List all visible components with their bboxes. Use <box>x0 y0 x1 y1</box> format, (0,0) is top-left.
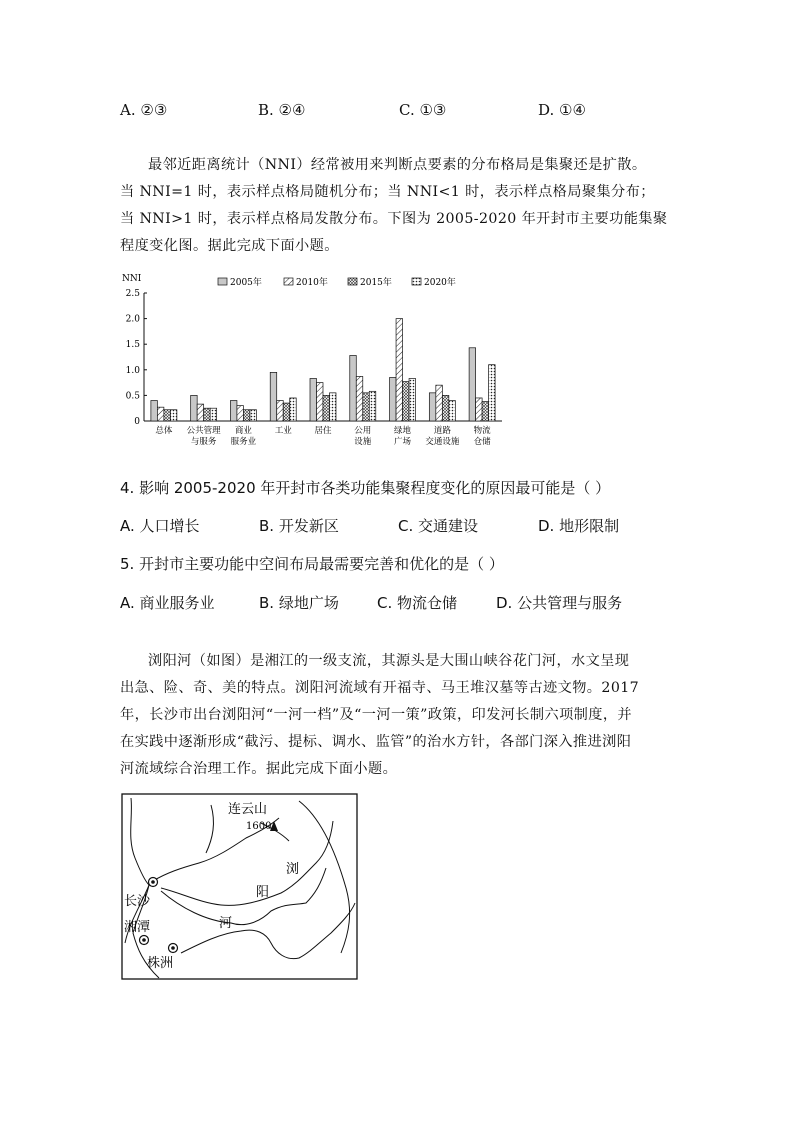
legend-swatch <box>284 278 293 285</box>
bar <box>429 393 436 421</box>
bar <box>164 410 171 421</box>
option-b[interactable]: B. ②④ <box>258 101 306 119</box>
y-tick-label: 2.5 <box>125 289 140 299</box>
passage1-line2: 当 NNI=1 时，表示样点格局随机分布；当 NNI<1 时，表示样点格局聚集分布； <box>120 184 655 200</box>
q4-option-c[interactable]: C. 交通建设 <box>398 517 479 535</box>
bar <box>151 401 158 421</box>
y-tick-label: 1.5 <box>125 340 140 351</box>
q5-option-b[interactable]: B. 绿地广场 <box>259 594 339 612</box>
bars <box>151 319 495 421</box>
bar <box>403 382 410 421</box>
passage-liuyang <box>120 648 680 783</box>
river-char-2: 阳 <box>256 885 270 900</box>
bar <box>482 402 489 421</box>
question-4: 4. 影响 2005-2020 年开封市各类功能集聚程度变化的原因最可能是（ ） <box>120 479 611 497</box>
bar <box>317 383 324 421</box>
legend-swatch <box>218 278 227 285</box>
bar <box>369 391 376 421</box>
bar <box>469 348 476 421</box>
bar <box>356 376 363 421</box>
x-tick-label: 物流 <box>473 426 491 436</box>
mountain-label: 连云山 <box>228 802 268 817</box>
y-tick-label: 0.5 <box>125 391 140 402</box>
q5-option-d[interactable]: D. 公共管理与服务 <box>496 594 623 612</box>
x-tick-label: 公共管理 <box>186 426 221 436</box>
chart-legend <box>218 276 456 288</box>
x-tick-label: 商业 <box>234 426 252 436</box>
zhuzhou-city-dot <box>171 946 175 950</box>
river-char-1: 浏 <box>286 862 300 877</box>
bar <box>277 401 284 421</box>
bar <box>250 410 257 421</box>
xiangtan-city-dot <box>142 938 146 942</box>
x-tick-label: 公用 <box>354 426 372 436</box>
x-tick-label: 设施 <box>354 437 372 447</box>
bar <box>290 398 297 421</box>
changsha-city-dot <box>151 880 155 884</box>
legend-label: 2005年 <box>230 278 262 288</box>
x-tick-label: 绿地 <box>394 426 412 436</box>
question-5: 5. 开封市主要功能中空间布局最需要完善和优化的是（ ） <box>120 555 504 573</box>
passage2-line5: 河流域综合治理工作。据此完成下面小题。 <box>120 761 398 777</box>
bar <box>210 408 217 421</box>
x-tick-label: 交通设施 <box>425 437 460 447</box>
legend-swatch <box>412 278 421 285</box>
bar <box>476 398 483 421</box>
x-tick-label: 总体 <box>155 426 173 436</box>
y-tick-label: 1.0 <box>125 365 140 376</box>
passage2-line3: 年，长沙市出台浏阳河“一河一档”及“一河一策”政策，印发河长制六项制度，并 <box>120 707 633 723</box>
y-tick-label: 0 <box>134 417 140 427</box>
passage2-line2: 出急、险、奇、美的特点。浏阳河流域有开福寺、马王堆汉墓等古迹文物。2017 <box>120 680 640 696</box>
x-tick-label: 广场 <box>394 437 412 447</box>
x-tick-label: 仓储 <box>473 437 491 447</box>
bar <box>323 395 330 421</box>
x-tick-label: 与服务 <box>190 437 217 447</box>
bar <box>243 410 250 421</box>
passage1-line1: 最邻近距离统计（NNI）经常被用来判断点要素的分布格局是集聚还是扩散。 <box>148 157 647 173</box>
bar <box>330 393 337 421</box>
option-a[interactable]: A. ②③ <box>120 101 168 119</box>
bar <box>230 401 237 421</box>
passage1-line4: 程度变化图。据此完成下面小题。 <box>120 238 339 254</box>
map-frame <box>122 794 357 979</box>
y-axis-label: NNI <box>122 274 142 284</box>
x-tick-label: 道路 <box>433 426 451 436</box>
bar <box>363 393 370 421</box>
legend-label: 2020年 <box>424 278 456 288</box>
river-char-3: 河 <box>219 916 233 931</box>
x-axis-labels <box>155 425 491 447</box>
legend-label: 2015年 <box>360 278 392 288</box>
city-changsha: 长沙 <box>124 894 151 909</box>
bar <box>197 404 204 421</box>
bar <box>449 401 456 421</box>
bar <box>204 408 211 421</box>
bar <box>489 365 496 421</box>
bar <box>442 395 449 421</box>
x-tick-label: 服务业 <box>230 437 257 447</box>
q4-option-b[interactable]: B. 开发新区 <box>259 517 339 535</box>
bar <box>283 403 290 421</box>
bar <box>270 372 277 421</box>
liuyang-river-map <box>121 793 359 981</box>
bar <box>310 379 317 421</box>
bar <box>436 385 443 421</box>
legend-swatch <box>348 278 357 285</box>
q5-option-a[interactable]: A. 商业服务业 <box>120 594 215 612</box>
q5-option-c[interactable]: C. 物流仓储 <box>377 594 458 612</box>
passage1-line3: 当 NNI>1 时，表示样点格局发散分布。下图为 2005-2020 年开封市主要功能集聚 <box>120 211 668 227</box>
bar <box>157 407 164 421</box>
q4-option-d[interactable]: D. 地形限制 <box>538 517 620 535</box>
legend-label: 2010年 <box>296 278 328 288</box>
city-xiangtan: 湘潭 <box>124 920 151 935</box>
x-tick-label: 居住 <box>314 426 332 436</box>
bar <box>396 319 403 421</box>
q4-option-a[interactable]: A. 人口增长 <box>120 517 200 535</box>
bar <box>350 355 357 421</box>
passage2-line4: 在实践中逐渐形成“截污、提标、调水、监管”的治水方针，各部门深入推进浏阳 <box>120 734 632 750</box>
option-d[interactable]: D. ①④ <box>538 101 586 119</box>
option-c[interactable]: C. ①③ <box>399 101 447 119</box>
passage2-line1: 浏阳河（如图）是湘江的一级支流，其源头是大围山峡谷花门河，水文呈现 <box>148 653 630 669</box>
bar <box>409 379 416 421</box>
bar <box>191 395 198 421</box>
city-zhuzhou: 株洲 <box>147 956 174 971</box>
bar <box>237 406 244 421</box>
nni-bar-chart <box>118 268 508 453</box>
elevation-label: 1600 <box>246 821 272 832</box>
x-tick-label: 工业 <box>274 426 292 436</box>
y-tick-label: 2.0 <box>125 314 140 325</box>
passage-nni <box>120 152 680 260</box>
bar <box>170 410 177 421</box>
bar <box>390 377 397 421</box>
